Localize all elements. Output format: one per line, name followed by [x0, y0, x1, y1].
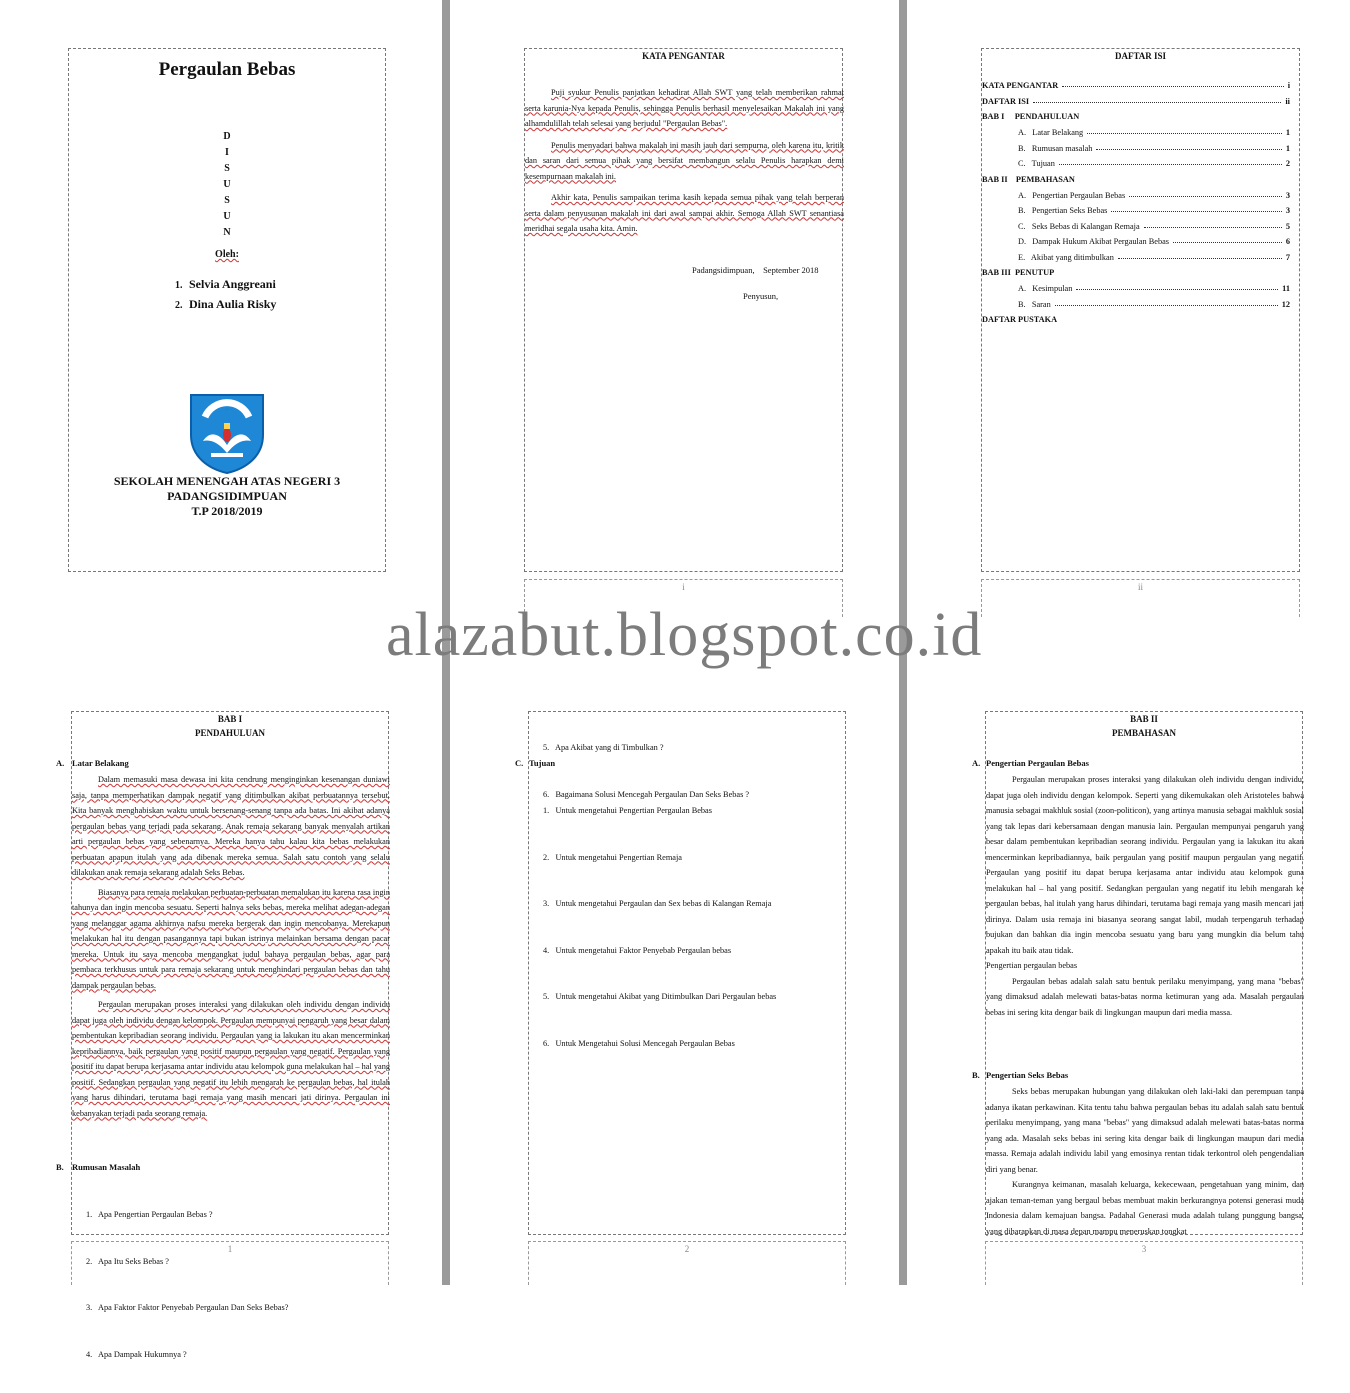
toc-entry: A. Pengertian Pergaulan Bebas 3 [1018, 190, 1290, 200]
toc-entry: BAB II PEMBAHASAN [982, 174, 1075, 184]
page-footer: 1 [71, 1241, 389, 1285]
oleh-label: Oleh: [215, 249, 239, 260]
blog-watermark: alazabut.blogspot.co.id [386, 601, 983, 669]
toc-entry: A. Kesimpulan 11 [1018, 284, 1290, 293]
page-footer: 3 [985, 1241, 1303, 1285]
signoff: Penyusun, [743, 291, 779, 301]
toc-entry: KATA PENGANTAR i [982, 81, 1290, 90]
toc-entry: DAFTAR ISI ii [982, 96, 1290, 106]
kata-pengantar-heading: KATA PENGANTAR [642, 51, 725, 61]
section-letter: A. [972, 758, 981, 768]
section-title: Latar Belakang [72, 758, 129, 768]
page-footer: i [524, 579, 843, 617]
section-letter: C. [515, 758, 524, 768]
toc-entry: B. Rumusan masalah 1 [1018, 143, 1290, 153]
section-title: Pengertian Pergaulan Bebas [986, 758, 1089, 768]
bab1-cont-page [515, 711, 846, 1235]
bab2-page [972, 711, 1304, 1236]
place-date: Padangsidimpuan, September 2018 [692, 265, 819, 275]
toc-entry: D. Dampak Hukum Akibat Pergaulan Bebas 6 [1018, 237, 1290, 246]
kata-pengantar-page [524, 48, 843, 572]
paragraph: Puji syukur Penulis panjatkan kehadirat Allah SWT yang telah memberikan rahmat serta karunia-Nya kepada Penulis, sehingga Penulis berhasil menyelesaikan Makalah ini yang alhamdulillah telah selesai yang berjudul "Pergaulan Bebas". [525, 88, 844, 128]
sub-label: Pengertian pergaulan bebas [986, 961, 1078, 970]
list-item: 1. Apa Pengertian Pergaulan Bebas ? [86, 1210, 213, 1219]
paragraph: Pergaulan merupakan proses interaksi yang dilakukan oleh individu dengan individu, dapat juga oleh individu dengan kelompok. Seperti yang dikemukakan oleh Aristoteles bahwa manusia sebagai makhluk sosial (zoon-politicon), yang artinya manusia sebagai makhluk sosial yang tak lepas dari kebersamaan dengan manusia lain. Pergaulan mempunyai pengaruh yang besar dalam pembentukan kepribadian seorang individu. Pergaulan yang ia lakukan itu akan mencerminkan kepribadiannya, baik pergaulan yang positif maupun pergaulan yang negatif. Pergaulan yang positif itu dapat berupa kerjasama antar individu atau kelompok guna melakukan hal – hal yang positif. Sedangkan pergaulan yang negatif itu lebih mengarah ke pergaulan bebas, hal itulah yang harus dihindari, terutama bagi remaja yang masih mencari jati dirinya. Dalam usia remaja ini biasanya seorang sangat labil, mudah terpengaruh terhadap bujukan dan bahkan dia ingin mencoba sesuatu yang baru yang mungkin dia belum tahu apakah itu baik atau tidak. [986, 775, 1304, 955]
toc-entry: C. Seks Bebas di Kalangan Remaja 5 [1018, 221, 1290, 231]
paragraph: Pergaulan merupakan proses interaksi yang dilakukan oleh individu dengan individu dapat juga oleh individu dengan kelompok. Pergaulan mempunyai pengaruh yang besar dalam pembentukan kepribadian seorang individu. Pergaulan yang ia lakukan itu akan mencerminkan kepribadiannya, baik pergaulan yang positif maupun pergaulan yang negatif. Pergaulan yang positif itu dapat berupa kerjasama antar individu atau kelompok guna melakukan hal – hal yang positif. Sedangkan pergaulan yang negatif itu lebih mengarah ke pergaulan bebas, hal itulah yang harus dihindari, terutama bagi remaja yang masih mencari jati dirinya. Pergaulan ini kebanyakan terjadi pada seorang remaja. [72, 1000, 390, 1118]
list-item: 6. Bagaimana Solusi Mencegah Pergaulan Dan Seks Bebas ? [543, 789, 750, 799]
list-item: 3. Untuk mengetahui Pergaulan dan Sex bebas di Kalangan Remaja [543, 899, 772, 908]
tujuan-list [543, 772, 776, 1082]
author-item: 1. Selvia Anggreani [175, 277, 276, 291]
disusun-vertical: D I S U S U N [223, 131, 231, 238]
list-item: 6. Untuk Mengetahui Solusi Mencegah Pergaulan Bebas [543, 1038, 735, 1048]
section-letter: B. [56, 1162, 64, 1172]
toc-entry: BAB I PENDAHULUAN [982, 112, 1080, 121]
cover-title: Pergaulan Bebas [158, 59, 296, 80]
section-letter: B. [972, 1070, 980, 1080]
page-footer: ii [981, 579, 1300, 617]
toc-entry: DAFTAR PUSTAKA [982, 315, 1058, 324]
paragraph: Akhir kata, Penulis sampaikan terima kasih kepada semua pihak yang telah berperan serta dalam penyusunan makalah ini dari awal sampai akhir. Semoga Allah SWT senantiasa meridhai segala usaha kita. Amin. [525, 193, 844, 233]
paragraph: Seks bebas merupakan hubungan yang dilakukan oleh laki-laki dan perempuan tanpa adanya ikatan perkawinan. Kita tentu tahu bahwa pergaulan bebas itu adalah salah satu bentuk perilaku menyimpang, yang mana "bebas" yang dimaksud adalah melewati batas-batas norma yang ada. Masalah seks bebas ini sering kita dengar baik di lingkungan maupun dari media massa. Remaja adalah individu labil yang emosinya rentan tidak terkontrol oleh pengendalian diri yang benar. [986, 1087, 1304, 1174]
daftar-isi-heading: DAFTAR ISI [1114, 51, 1167, 61]
section-title: Rumusan Masalah [72, 1162, 141, 1172]
toc-entry: C. Tujuan 2 [1018, 159, 1290, 168]
tut-wuri-handayani-logo [185, 389, 269, 475]
toc-entry: A. Latar Belakang 1 [1018, 128, 1290, 137]
bab2-heading: BAB II [1130, 714, 1158, 724]
toc-entry: B. Pengertian Seks Bebas 3 [1018, 206, 1290, 215]
author-item: 2. Dina Aulia Risky [175, 297, 277, 311]
page-footer: 2 [528, 1241, 846, 1285]
list-item: 5. Apa Akibat yang di Timbulkan ? [543, 743, 664, 752]
list-item: 2. Apa Itu Seks Bebas ? [86, 1256, 169, 1266]
list-item: 2. Untuk mengetahui Pengertian Remaja [543, 852, 682, 862]
section-title: Pengertian Seks Bebas [986, 1070, 1069, 1080]
paragraph: Biasanya para remaja melakukan perbuatan-perbuatan memalukan itu karena rasa ingin tahunya dan ingin mencoba sesuatu. Seperti halnya seks bebas, mereka melihat adegan-adegan yang melanggar agama akhirnya nafsu mereka bergerak dan ingin mencobanya. Merekapun melakukan hal itu dengan pasangannya tapi bukan istrinya melainkan bersama dengan pacar mereka. Untuk itu saya mencoba mengangkat judul bahaya pergaulan bebas, agar para pembaca terkhusus untuk para remaja sekarang untuk menghindari pergaulan bebas dan tahu dampak pergaulan bebas. [72, 887, 390, 990]
paragraph: Dalam memasuki masa dewasa ini kita cendrung menginginkan kesenangan duniawi saja, tanpa memperhatikan dampak negatif yang ditimbulkan akibat perbuatannya tersebut. Kita banyak menghabiskan waktu untuk bersenang-senang tanpa ada batas. Ini akibat adanya pergaulan bebas yang terjadi pada sekarang. Anak remaja sekarang banyak menyalah artikan arti pergaulan bebas yang sebenarnya. Mereka hanya tahu kalau kita bebas melakukan perbuatan apapun itulah yang ada dibenak mereka semua. Salah satu contoh yang selalu dilakukan anak remaja sekarang adalah Seks Bebas. [72, 775, 390, 877]
bab1-subheading: PENDAHULUAN [194, 728, 265, 738]
list-item: 4. Apa Dampak Hukumnya ? [86, 1349, 187, 1359]
bab1-page [56, 711, 390, 1359]
list-item: 5. Untuk mengetahui Akibat yang Ditimbulkan Dari Pergaulan bebas [543, 992, 777, 1001]
list-item: 4. Untuk mengetahui Faktor Penyebab Pergaulan bebas [543, 945, 732, 955]
toc-entry: E. Akibat yang ditimbulkan 7 [1018, 252, 1290, 262]
section-title: Tujuan [529, 758, 556, 768]
bab1-heading: BAB I [217, 714, 243, 724]
section-letter: A. [56, 758, 65, 768]
list-item: 3. Apa Faktor Faktor Penyebab Pergaulan Dan Seks Bebas? [86, 1303, 289, 1312]
school-name: SEKOLAH MENENGAH ATAS NEGERI 3 PADANGSIDIMPUAN T.P 2018/2019 [113, 474, 341, 518]
svg-text:·: · [226, 407, 228, 413]
author-list [175, 275, 276, 315]
paragraph: Kurangnya keimanan, masalah keluarga, kekecewaan, pengetahuan yang minim, dan ajakan teman-teman yang bergaul bebas membuat makin berkurangnya potensi generasi muda Indonesia dalam kemajuan bangsa. Padahal Generasi muda adalah tulang punggung bangsa, yang diharapkan di masa depan mampu meneruskan tongkat [986, 1180, 1304, 1236]
toc-entry: B. Saran 12 [1018, 299, 1290, 309]
bab2-subheading: PEMBAHASAN [1111, 728, 1176, 738]
paragraph: Pergaulan bebas adalah salah satu bentuk perilaku menyimpang, yang mana "bebas" yang dimaksud adalah melewati batas-batas norma ketimuran yang ada. Masalah pergaulan bebas ini sering kita dengar baik di lingkungan maupun dari media massa. [986, 976, 1304, 1017]
paragraph: Penulis menyadari bahwa makalah ini masih jauh dari sempurna, oleh karena itu, kritik dan saran dari semua pihak yang bersifat membangun selalu Penulis harapkan demi kesempurnaan makalah ini. [525, 140, 844, 181]
cover-page [68, 48, 386, 572]
list-item: 1. Untuk mengetahui Pengertian Pergaulan Bebas [543, 806, 712, 815]
daftar-isi-page [981, 48, 1300, 572]
toc-entry: BAB III PENUTUP [982, 268, 1055, 277]
